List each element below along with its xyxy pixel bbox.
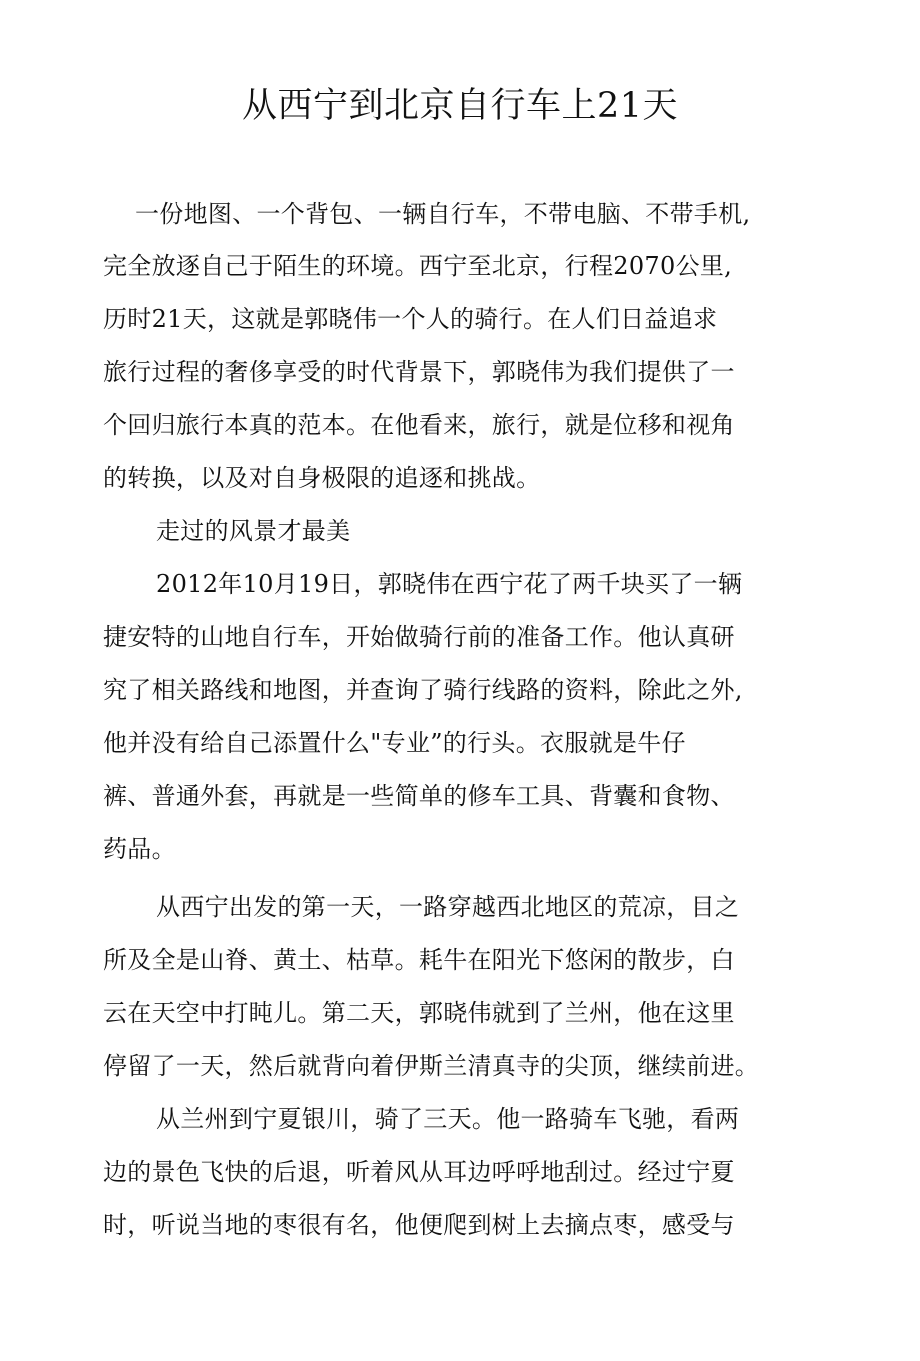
text-line: 所及全是山脊、黄土、枯草。耗牛在阳光下悠闲的散步，白 xyxy=(103,946,735,974)
text-line: 从兰州到宁夏银川，骑了三天。他一路骑车飞驰，看两 xyxy=(156,1105,740,1133)
text-line: 的转换，以及对自身极限的追逐和挑战。 xyxy=(103,464,541,492)
text-line: 时，听说当地的枣很有名，他便爬到树上去摘点枣，感受与 xyxy=(103,1211,735,1239)
text-line: 究了相关路线和地图，并查询了骑行线路的资料，除此之外, xyxy=(103,676,743,704)
section-heading: 走过的风景才最美 xyxy=(156,517,351,545)
text-line: 一份地图、一个背包、一辆自行车，不带电脑、不带手机, xyxy=(135,200,751,228)
text-line: 云在天空中打盹儿。第二天，郭晓伟就到了兰州，他在这里 xyxy=(103,999,735,1027)
text-line: 边的景色飞快的后退，听着风从耳边呼呼地刮过。经过宁夏 xyxy=(103,1158,735,1186)
text-line: 个回归旅行本真的范本。在他看来，旅行，就是位移和视角 xyxy=(103,411,735,439)
text-line: 完全放逐自己于陌生的环境。西宁至北京，行程2070公里, xyxy=(103,252,733,280)
text-line: 停留了一天，然后就背向着伊斯兰清真寺的尖顶，继续前进。 xyxy=(103,1052,760,1080)
document-title: 从西宁到北京自行车上21天 xyxy=(241,86,679,126)
text-line: 捷安特的山地自行车，开始做骑行前的准备工作。他认真研 xyxy=(103,623,735,651)
text-line: 历时21天，这就是郭晓伟一个人的骑行。在人们日益追求 xyxy=(103,305,718,333)
text-line: 2012年10月19日，郭晓伟在西宁花了两千块买了一辆 xyxy=(156,570,743,598)
text-line: 他并没有给自己添置什么"专业”的行头。衣服就是牛仔 xyxy=(103,729,686,757)
text-line: 药品。 xyxy=(103,835,176,863)
text-line: 裤、普通外套，再就是一些简单的修车工具、背囊和食物、 xyxy=(103,782,735,810)
text-line: 旅行过程的奢侈享受的时代背景下，郭晓伟为我们提供了一 xyxy=(103,358,735,386)
text-line: 从西宁出发的第一天，一路穿越西北地区的荒凉，目之 xyxy=(156,893,740,921)
